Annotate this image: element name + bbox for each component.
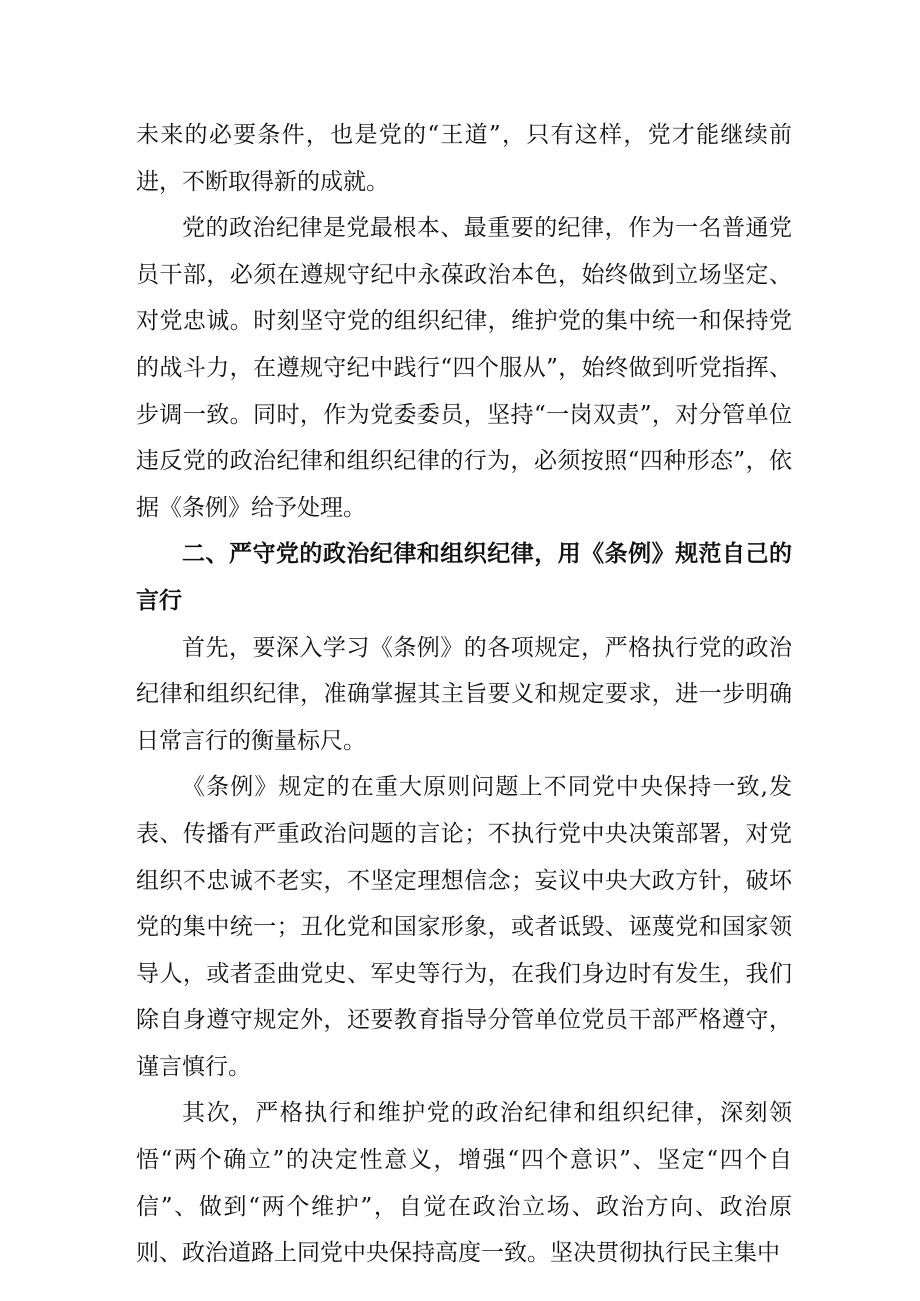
- paragraph-regulations: 《条例》规定的在重大原则问题上不同党中央保持一致,发表、传播有严重政治问题的言论；不执行党中央决策部署，对党组织不忠诚不老实，不坚定理想信念；妄议中央大政方针，破坏党的集中统一；丑化党和国家形象，或者诋毁、诬蔑党和国家领导人，或者歪曲党史、军史等行为，在我们身边时有发生，我们除自身遵守规定外，还要教育指导分管单位党员干部严格遵守，谨言慎行。: [136, 774, 792, 1080]
- document-body: [136, 112, 792, 1277]
- paragraph-second: 其次，严格执行和维护党的政治纪律和组织纪律，深刻领悟“两个确立”的决定性意义，增强“四个意识”、坚定“四个自信”、做到“两个维护”，自觉在政治立场、政治方向、政治原则、政治道路上同党中央保持高度一致。坚决贯彻执行民主集中: [136, 1100, 792, 1267]
- paragraph-first: 首先，要深入学习《条例》的各项规定，严格执行党的政治纪律和组织纪律，准确掌握其主旨要义和规定要求，进一步明确日常言行的衡量标尺。: [136, 634, 792, 754]
- paragraph-continuation: 未来的必要条件，也是党的“王道”，只有这样，党才能继续前进，不断取得新的成就。: [136, 122, 792, 195]
- section-heading-two: 二、严守党的政治纪律和组织纪律，用《条例》规范自己的言行: [136, 541, 792, 614]
- paragraph-political-discipline: 党的政治纪律是党最根本、最重要的纪律，作为一名普通党员干部，必须在遵规守纪中永葆政治本色，始终做到立场坚定、对党忠诚。时刻坚守党的组织纪律，维护党的集中统一和保持党的战斗力，在遵规守纪中践行“四个服从”，始终做到听党指挥、步调一致。同时，作为党委委员，坚持“一岗双责”，对分管单位违反党的政治纪律和组织纪律的行为，必须按照“四种形态”，依据《条例》给予处理。: [136, 215, 792, 521]
